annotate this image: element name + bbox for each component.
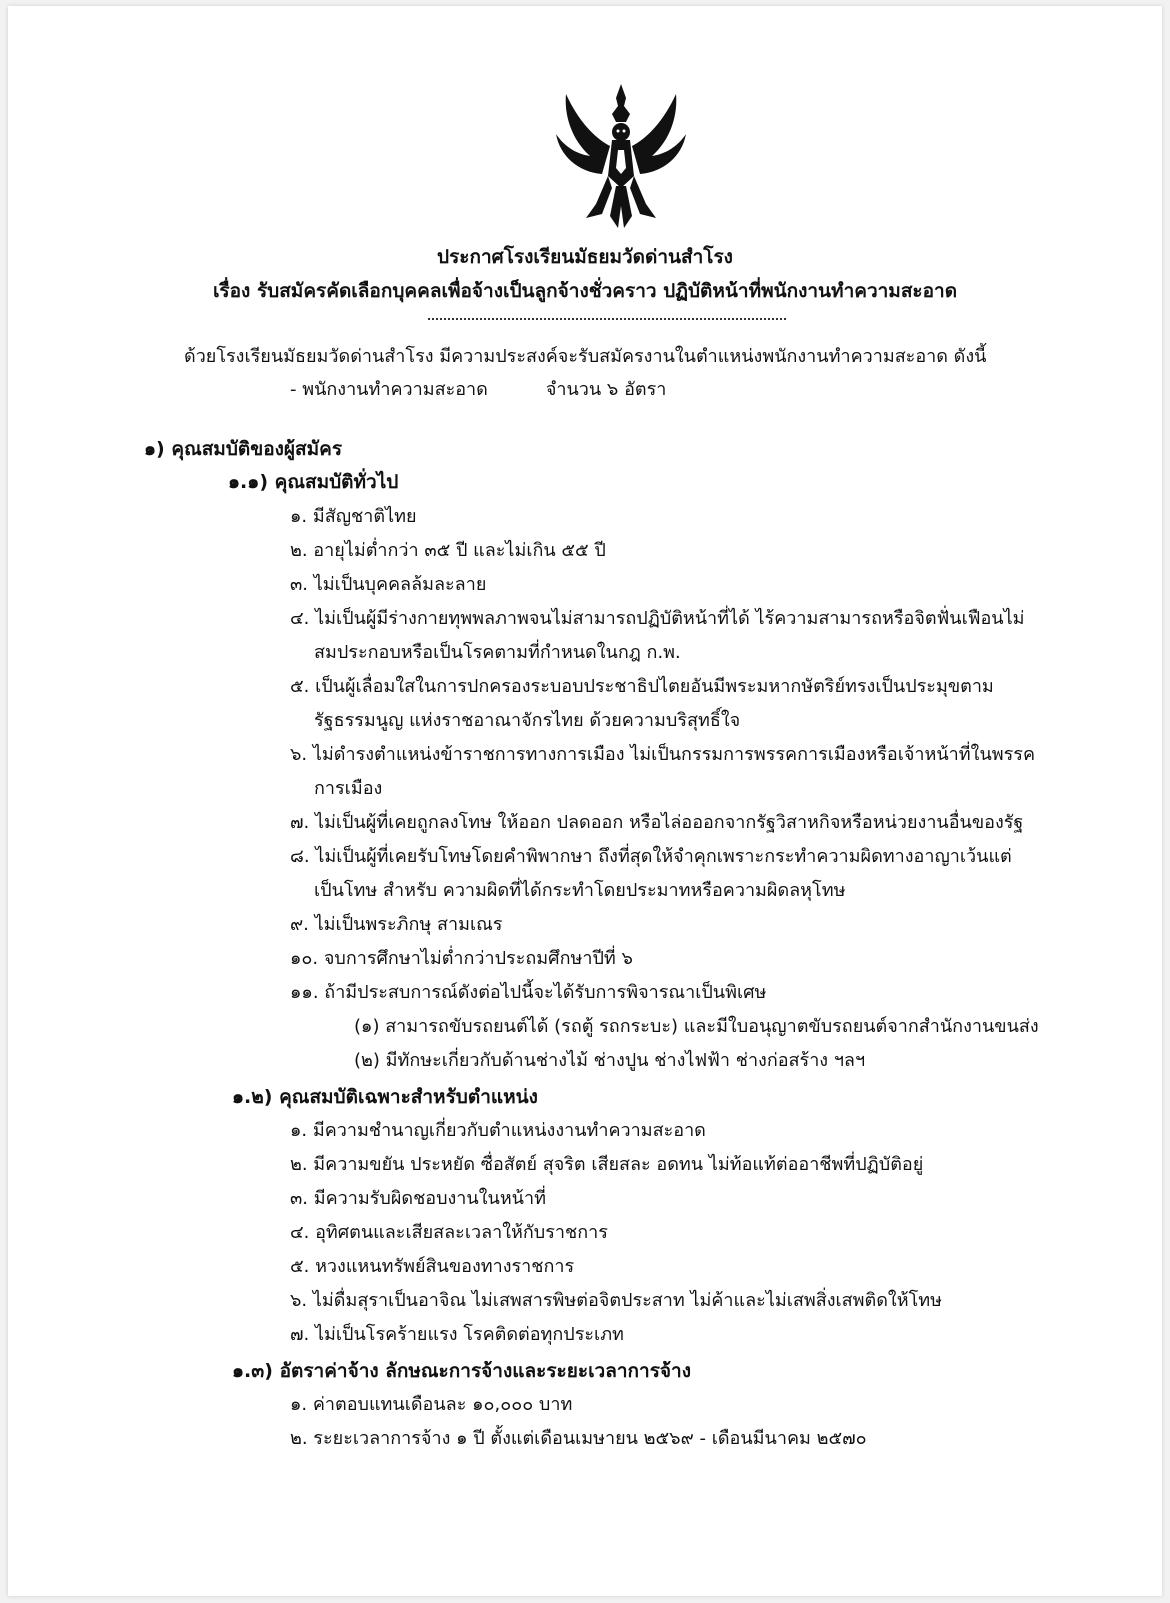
list-item-continuation: การเมือง xyxy=(314,778,383,799)
list-item: ๕. หวงแหนทรัพย์สินของทางราชการ xyxy=(290,1256,575,1277)
list-item: ๑. มีความชำนาญเกี่ยวกับตำแหน่งงานทำความสะอาด xyxy=(290,1120,706,1141)
list-item-continuation: รัฐธรรมนูญ แห่งราชอาณาจักรไทย ด้วยความบริสุทธิ์ใจ xyxy=(314,710,741,731)
list-item: ๔. ไม่เป็นผู้มีร่างกายทุพพลภาพจนไม่สามารถปฏิบัติหน้าที่ได้ ไร้ความสามารถหรือจิตฟั่นเฟือนไม่ xyxy=(290,608,1025,629)
section-heading: ๑) คุณสมบัติของผู้สมัคร xyxy=(144,438,343,460)
list-item: ๗. ไม่เป็นผู้ที่เคยถูกลงโทษ ให้ออก ปลดออก หรือไล่อออกจากรัฐวิสาหกิจหรือหน่วยงานอื่นของรัฐ xyxy=(290,812,1024,833)
subsection-heading: ๑.๓) อัตราค่าจ้าง ลักษณะการจ้างและระยะเวลาการจ้าง xyxy=(232,1360,691,1382)
position-name: - พนักงานทำความสะอาด xyxy=(290,379,488,400)
list-item: ๑. ค่าตอบแทนเดือนละ ๑๐,๐๐๐ บาท xyxy=(290,1394,573,1415)
position-line xyxy=(290,379,666,401)
list-item: ๔. อุทิศตนและเสียสละเวลาให้กับราชการ xyxy=(290,1222,608,1243)
list-item: ๒. มีความขยัน ประหยัด ซื่อสัตย์ สุจริต เสียสละ อดทน ไม่ท้อแท้ต่ออาชีพที่ปฏิบัติอยู่ xyxy=(290,1154,924,1175)
list-item: ๑. มีสัญชาติไทย xyxy=(290,506,417,527)
list-item: ๓. มีความรับผิดชอบงานในหน้าที่ xyxy=(290,1188,546,1209)
list-item: ๗. ไม่เป็นโรคร้ายแรง โรคติดต่อทุกประเภท xyxy=(290,1324,624,1345)
list-item: ๕. เป็นผู้เลื่อมใสในการปกครองระบอบประชาธิปไตยอันมีพระมหากษัตริย์ทรงเป็นประมุขตาม xyxy=(290,676,994,697)
list-item: ๖. ไม่ดำรงตำแหน่งข้าราชการทางการเมือง ไม่เป็นกรรมการพรรคการเมืองหรือเจ้าหน้าที่ในพรรค xyxy=(290,744,1035,765)
dotted-separator xyxy=(428,318,786,320)
list-item-continuation: เป็นโทษ สำหรับ ความผิดที่ได้กระทำโดยประมาทหรือความผิดลหุโทษ xyxy=(314,880,846,901)
list-item: ๒. อายุไม่ต่ำกว่า ๓๕ ปี และไม่เกิน ๕๕ ปี xyxy=(290,540,606,561)
list-item: ๓. ไม่เป็นบุคคลล้มละลาย xyxy=(290,574,487,595)
list-item: ๙. ไม่เป็นพระภิกษุ สามเณร xyxy=(290,914,503,935)
subsection-heading: ๑.๑) คุณสมบัติทั่วไป xyxy=(228,471,399,493)
list-item: ๖. ไม่ดื่มสุราเป็นอาจิณ ไม่เสพสารพิษต่อจิตประสาท ไม่ค้าและไม่เสพสิ่งเสพติดให้โทษ xyxy=(290,1290,942,1311)
document-page xyxy=(8,6,1162,1596)
announcement-title: ประกาศโรงเรียนมัธยมวัดด่านสำโรง xyxy=(437,246,733,268)
list-item-continuation: สมประกอบหรือเป็นโรคตามที่กำหนดในกฎ ก.พ. xyxy=(314,642,681,663)
list-item: ๑๐. จบการศึกษาไม่ต่ำกว่าประถมศึกษาปีที่ ๖ xyxy=(290,948,633,969)
announcement-subject: เรื่อง รับสมัครคัดเลือกบุคคลเพื่อจ้างเป็นลูกจ้างชั่วคราว ปฏิบัติหน้าที่พนักงานทำความสะอาด xyxy=(212,280,958,302)
list-subitem: (๒) มีทักษะเกี่ยวกับด้านช่างไม้ ช่างปูน ช่างไฟฟ้า ช่างก่อสร้าง ฯลฯ xyxy=(354,1050,866,1071)
list-subitem: (๑) สามารถขับรถยนต์ได้ (รถตู้ รถกระบะ) และมีใบอนุญาตขับรถยนต์จากสำนักงานขนส่ง xyxy=(354,1016,1039,1037)
position-count: จำนวน ๖ อัตรา xyxy=(545,379,667,400)
list-item: ๒. ระยะเวลาการจ้าง ๑ ปี ตั้งแต่เดือนเมษายน ๒๕๖๙ - เดือนมีนาคม ๒๕๗๐ xyxy=(290,1428,867,1449)
list-item: ๘. ไม่เป็นผู้ที่เคยรับโทษโดยคำพิพากษา ถึงที่สุดให้จำคุกเพราะกระทำความผิดทางอาญาเว้นแต่ xyxy=(290,846,1012,867)
subsection-heading: ๑.๒) คุณสมบัติเฉพาะสำหรับตำแหน่ง xyxy=(232,1086,538,1108)
intro-paragraph: ด้วยโรงเรียนมัธยมวัดด่านสำโรง มีความประสงค์จะรับสมัครงานในตำแหน่งพนักงานทำความสะอาด ดังนี้ xyxy=(184,346,987,367)
list-item: ๑๑. ถ้ามีประสบการณ์ดังต่อไปนี้จะได้รับการพิจารณาเป็นพิเศษ xyxy=(290,982,767,1003)
garuda-emblem xyxy=(546,76,696,236)
